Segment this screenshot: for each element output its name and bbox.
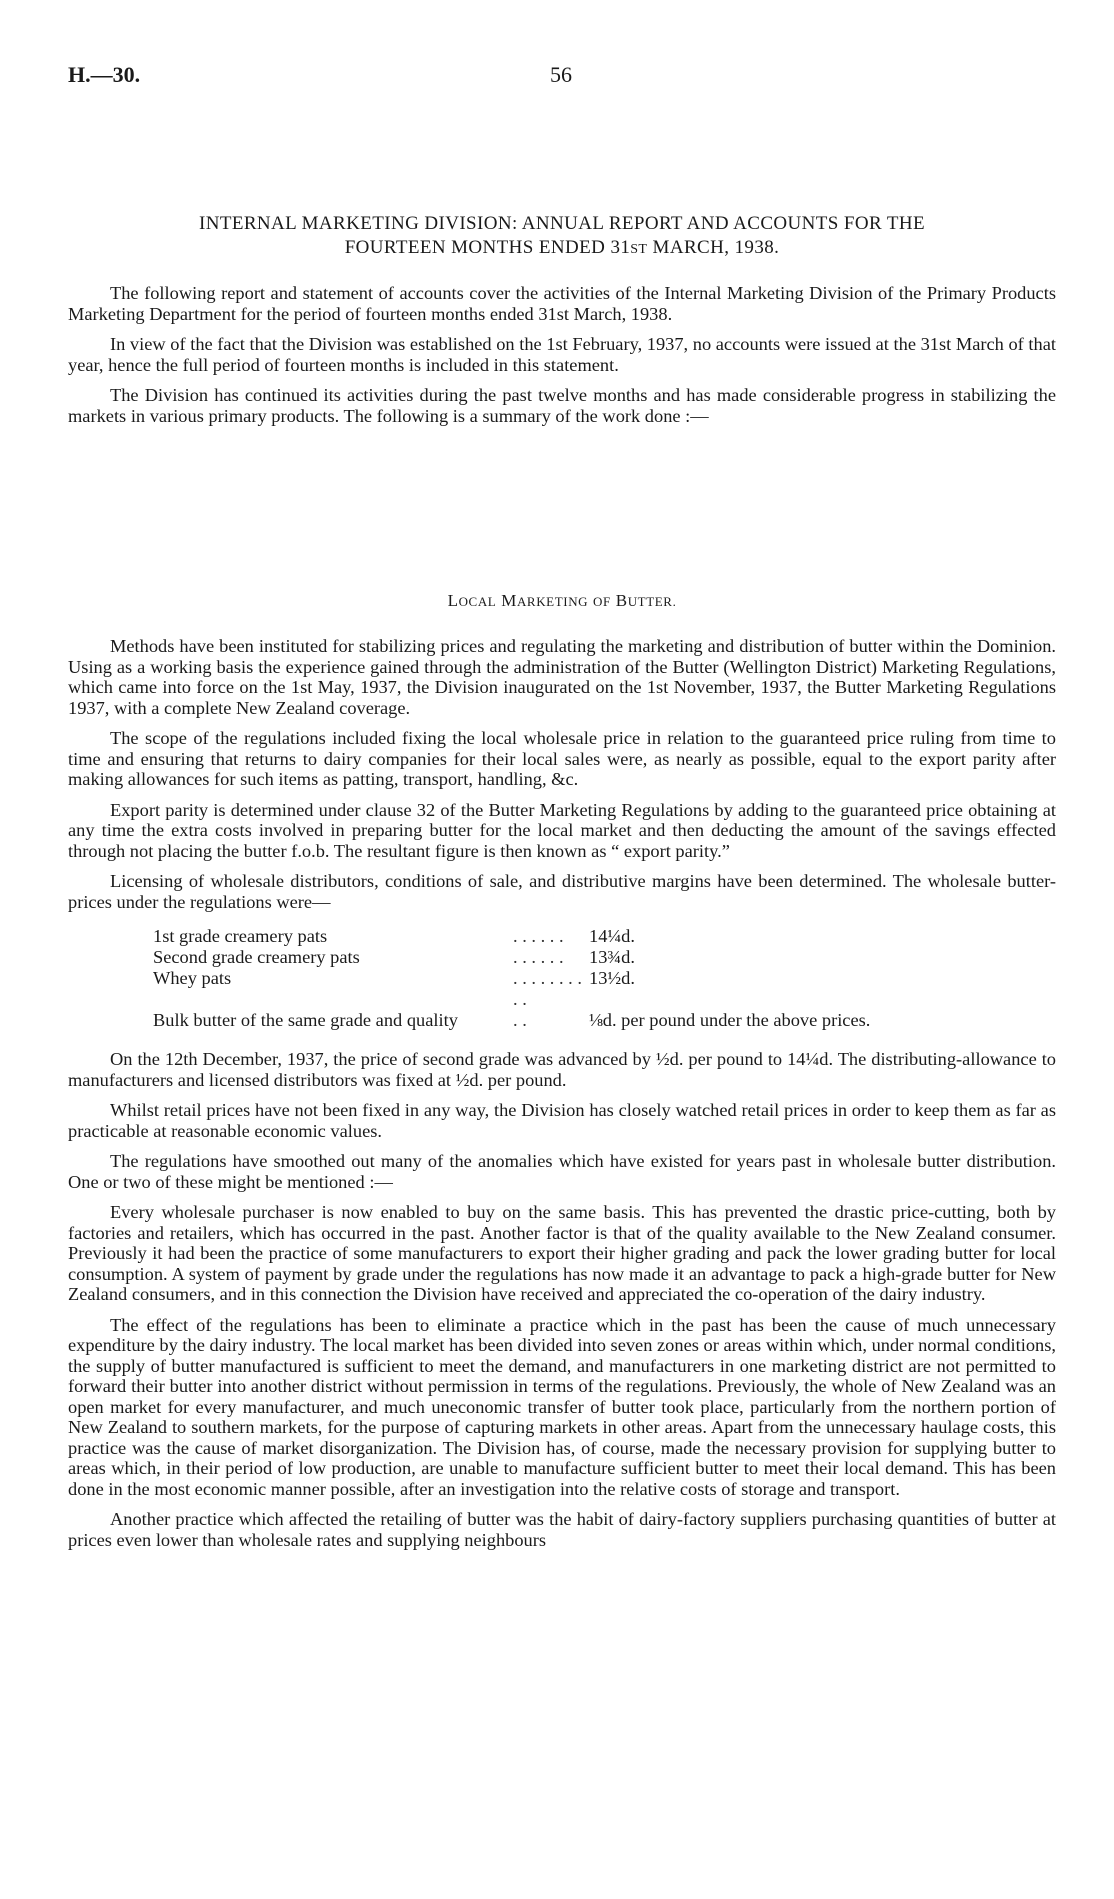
price-item: Bulk butter of the same grade and quality xyxy=(153,1010,458,1030)
body-paragraph: Another practice which affected the retailing of butter was the habit of dairy-factory suppliers purchasing quantities of butter at prices even lower than wholesale rates and supplying neighbours xyxy=(68,1509,1056,1550)
intro-paragraph: The Division has continued its activities during the past twelve months and has made considerable progress in stabilizing the markets in various primary products. The following is a summary of the work done :— xyxy=(68,385,1056,426)
title-ordinal: ST xyxy=(630,242,648,257)
butter-section-body xyxy=(68,636,1056,1560)
leader-dots: . . xyxy=(513,1010,527,1030)
table-row xyxy=(153,947,870,968)
table-row xyxy=(153,968,870,1010)
body-paragraph: Methods have been instituted for stabilizing prices and regulating the marketing and distribution of butter within the Dominion. Using as a working basis the experience gained through the administration of the Butter (Wellington District) Marketing Regulations, which came into force on the 1st May, 1937, the Division inaugurated on the 1st November, 1937, the Butter Marketing Regulations 1937, with a complete New Zealand coverage. xyxy=(68,636,1056,718)
intro-paragraph: The following report and statement of accounts cover the activities of the Internal Marketing Division of the Primary Products Marketing Department for the period of fourteen months ended 31st March, 1938. xyxy=(68,283,1056,324)
price-value: ⅛d. per pound under the above prices. xyxy=(589,1010,871,1030)
running-header xyxy=(68,62,1046,94)
body-paragraph: Licensing of wholesale distributors, conditions of sale, and distributive margins have been determined. The wholesale butter-prices under the regulations were— xyxy=(68,871,1056,912)
document-title xyxy=(68,212,1056,262)
document-code: H.—30. xyxy=(68,62,141,87)
title-line-1: INTERNAL MARKETING DIVISION: ANNUAL REPORT AND ACCOUNTS FOR THE xyxy=(198,213,926,234)
price-value: 13½d. xyxy=(589,968,635,988)
body-paragraph: On the 12th December, 1937, the price of second grade was advanced by ½d. per pound to 14¼d. The distributing-allowance to manufacturers and licensed distributors was fixed at ½d. per pound. xyxy=(68,1049,1056,1090)
leader-dots: . . . . . . xyxy=(513,926,564,946)
intro-section xyxy=(68,283,1056,436)
body-paragraph: The scope of the regulations included fixing the local wholesale price in relation to the guaranteed price ruling from time to time and ensuring that returns to dairy companies for their local sales were, as nearly as possible, equal to the export parity after making allowances for such items as patting, transport, handling, &c. xyxy=(68,728,1056,789)
body-paragraph: Every wholesale purchaser is now enabled to buy on the same basis. This has prevented the drastic price-cutting, both by factories and retailers, which has occurred in the past. Another factor is that of the quality available to the New Zealand consumer. Previously it had been the practice of some manufacturers to export their higher grading and pack the lower grading butter for local consumption. A system of payment by grade under the regulations has now made it an advantage to pack a high-grade butter for New Zealand consumers, and in this connection the Division have received and appreciated the co-operation of the dairy industry. xyxy=(68,1202,1056,1304)
price-item: Whey pats xyxy=(153,968,232,988)
butter-price-table xyxy=(153,926,870,1031)
body-paragraph: The regulations have smoothed out many of the anomalies which have existed for years past in wholesale butter distribution. One or two of these might be mentioned :— xyxy=(68,1151,1056,1192)
table-row xyxy=(153,926,870,947)
title-line-2-suffix: MARCH, 1938. xyxy=(647,237,780,258)
title-line-2-prefix: FOURTEEN MONTHS ENDED 31 xyxy=(344,237,631,258)
page-number: 56 xyxy=(550,62,572,87)
body-paragraph: Export parity is determined under clause 32 of the Butter Marketing Regulations by adding to the guaranteed price obtaining at any time the extra costs involved in preparing butter for the local market and then deducting the amount of the savings effected through not placing the butter f.o.b. The resultant figure is then known as “ export parity.” xyxy=(68,799,1056,861)
body-paragraph: Whilst retail prices have not been fixed in any way, the Division has closely watched retail prices in order to keep them as far as practicable at reasonable economic values. xyxy=(68,1100,1056,1141)
price-item: Second grade creamery pats xyxy=(153,947,360,967)
leader-dots: . . . . . . xyxy=(513,947,564,967)
leader-dots: . . . . . . . . . . xyxy=(513,968,582,1009)
price-item: 1st grade creamery pats xyxy=(153,926,328,946)
price-value: 13¾d. xyxy=(589,947,635,967)
body-paragraph: The effect of the regulations has been to eliminate a practice which in the past has been the cause of much unnecessary expenditure by the dairy industry. The local market has been divided into seven zones or areas within which, under normal conditions, the supply of butter manufactured is sufficient to meet the demand, and manufacturers in one marketing district are not permitted to forward their butter into another district without permission in terms of the regulations. Previously, the whole of New Zealand was an open market for every manufacturer, and much uneconomic transfer of butter took place, particularly from the northern portion of New Zealand to southern markets, for the purpose of capturing markets in other areas. Apart from the unnecessary haulage costs, this practice was the cause of market disorganization. The Division has, of course, made the necessary provision for supplying butter to areas which, in their period of low production, are unable to manufacture sufficient butter to meet their local demand. This has been done in the most economic manner possible, after an investigation into the relative costs of storage and transport. xyxy=(68,1314,1056,1499)
title-line-2 xyxy=(68,236,1056,262)
intro-paragraph: In view of the fact that the Division was established on the 1st February, 1937, no accounts were issued at the 31st March of that year, hence the full period of fourteen months is included in this statement. xyxy=(68,334,1056,375)
price-value: 14¼d. xyxy=(589,926,635,946)
table-row xyxy=(153,1010,870,1031)
section-heading: LOCAL MARKETING OF BUTTER. xyxy=(447,591,677,610)
